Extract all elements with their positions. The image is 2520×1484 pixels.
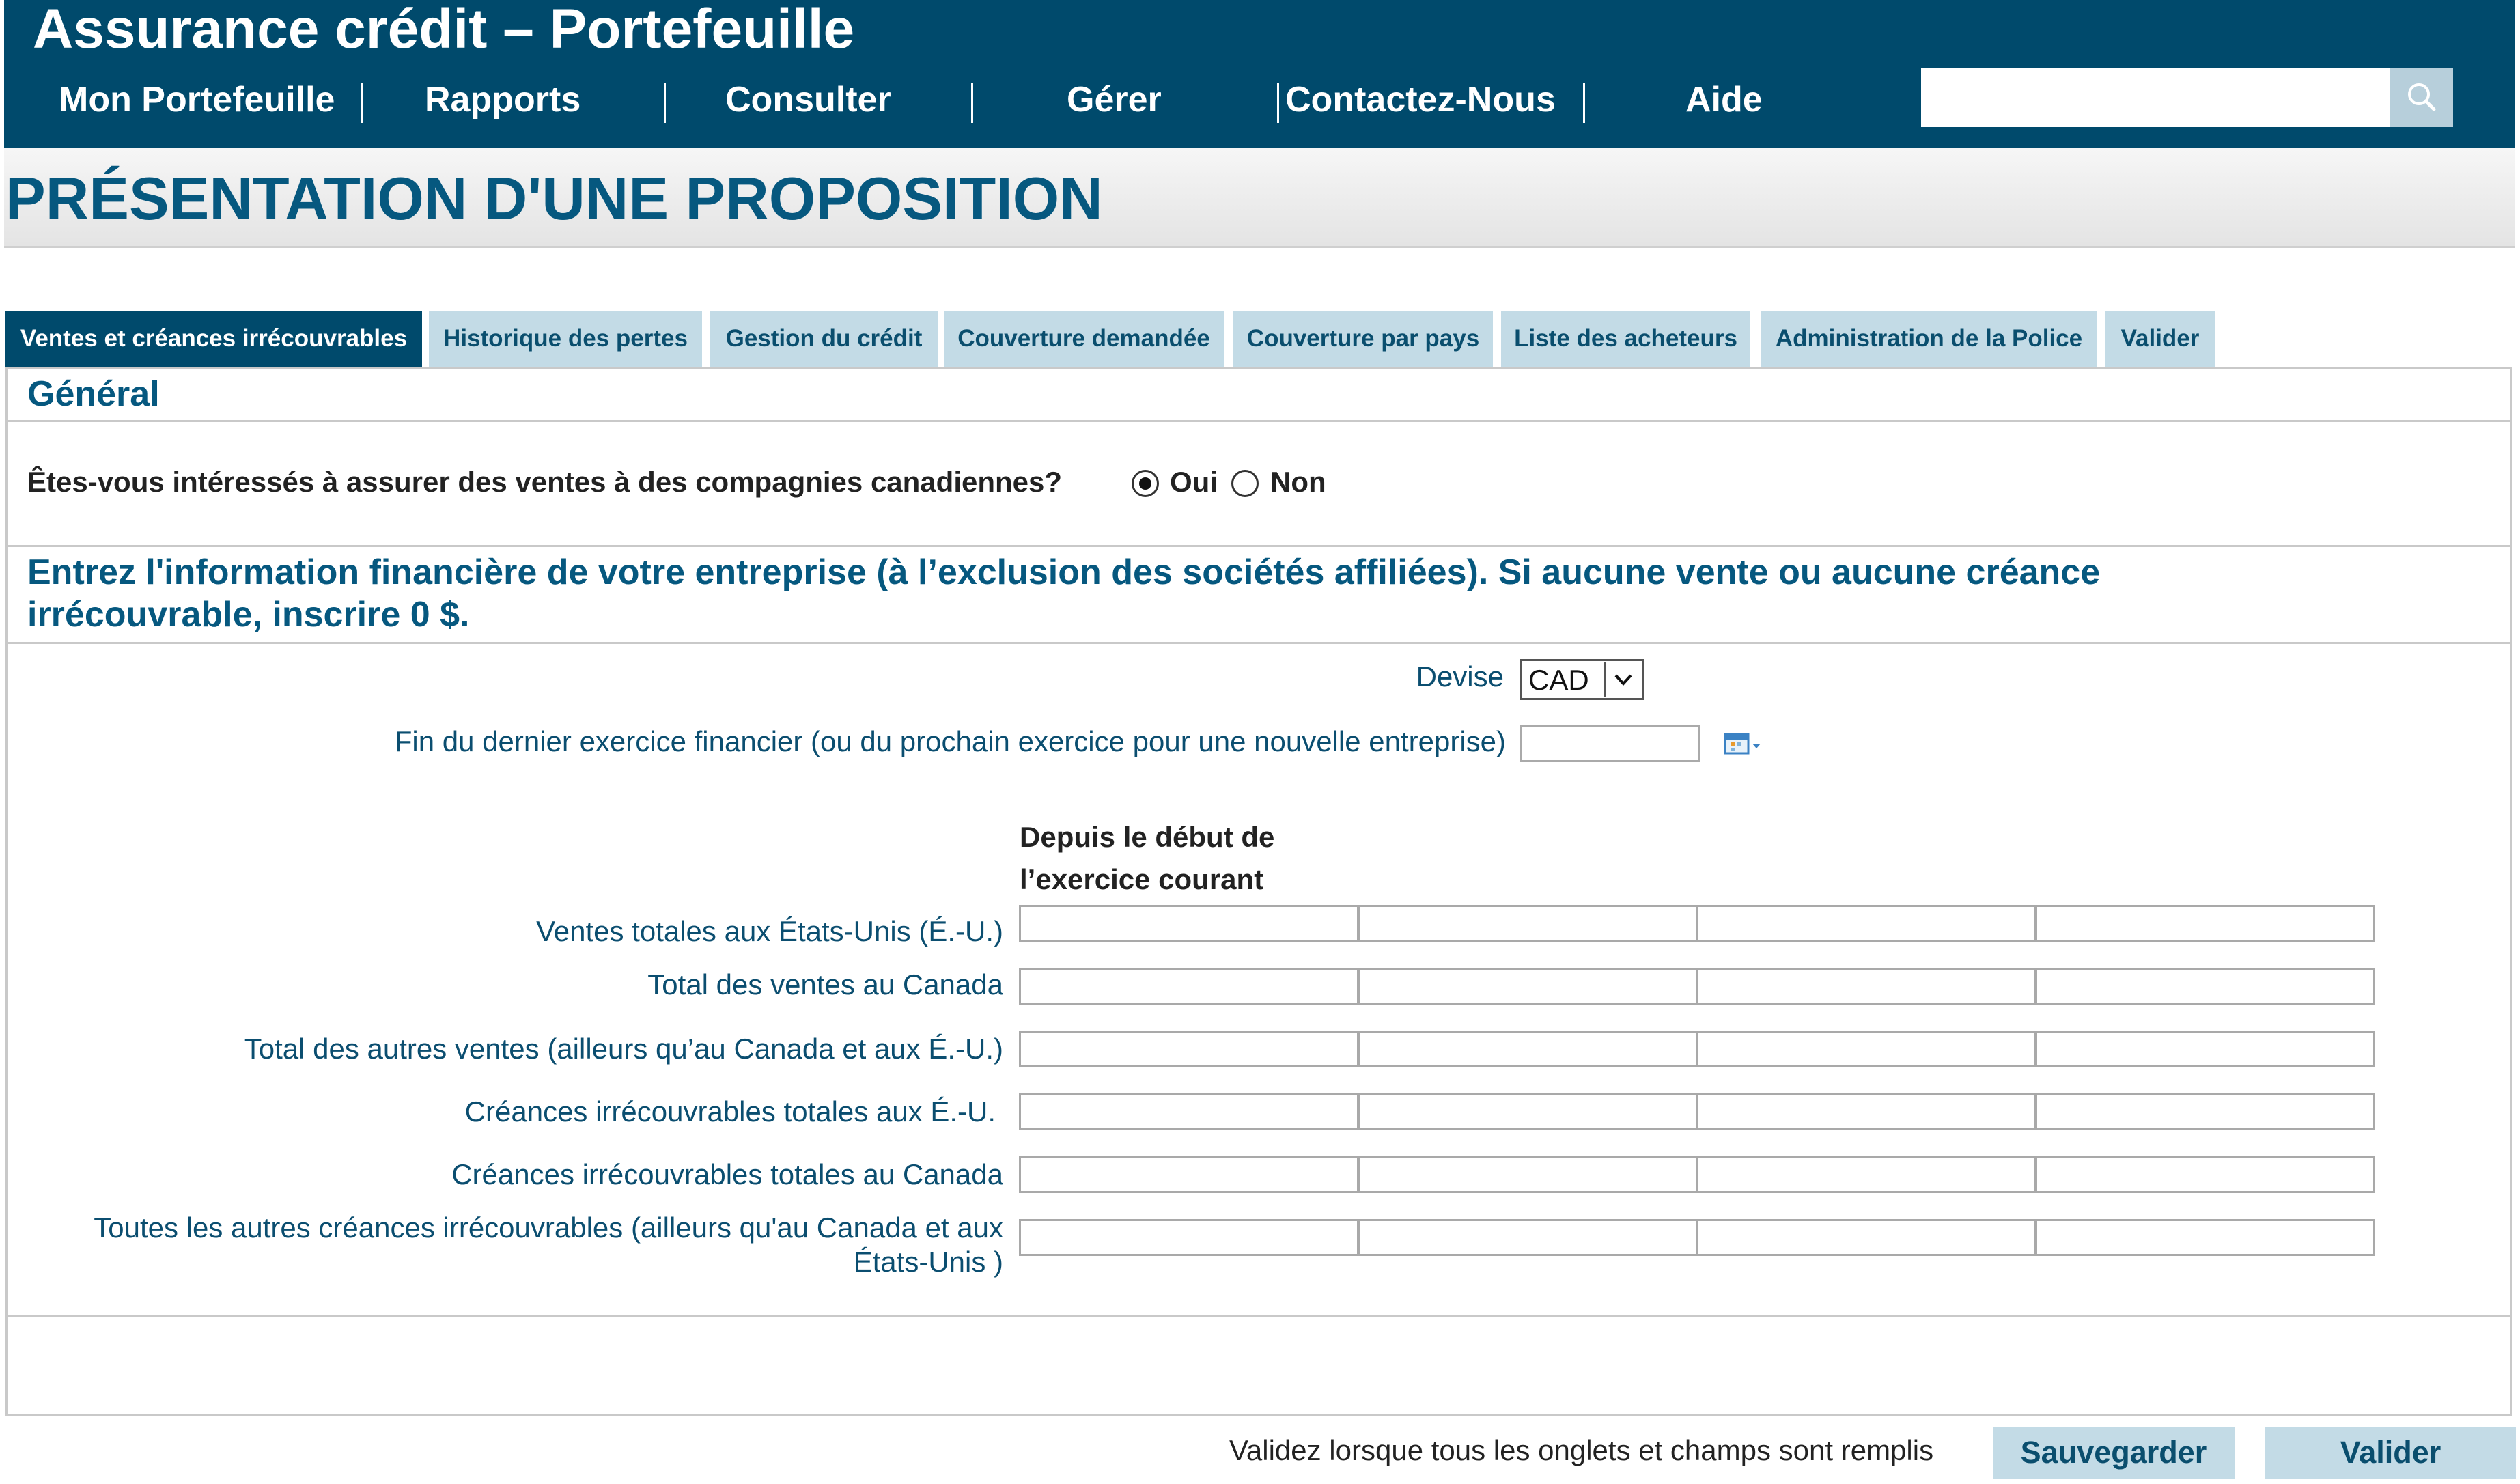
- amount-input[interactable]: [1019, 1093, 1359, 1130]
- row-label-other-bad-debts-line1: Toutes les autres créances irrécouvrables (ailleurs qu'au Canada et aux: [94, 1212, 1003, 1244]
- amount-input[interactable]: [1019, 1219, 1359, 1256]
- search-button[interactable]: [2390, 68, 2453, 127]
- amount-input[interactable]: [1019, 1031, 1359, 1067]
- divider: [5, 1315, 2512, 1317]
- calendar-icon[interactable]: [1724, 731, 1762, 757]
- nav-gerer[interactable]: Gérer: [1067, 80, 1162, 120]
- divider: [5, 545, 2512, 547]
- chevron-down-icon: [1604, 662, 1640, 697]
- row-label-us-bad-debts: Créances irrécouvrables totales aux É.-U.: [464, 1095, 996, 1128]
- validate-button[interactable]: Valider: [2265, 1427, 2516, 1479]
- column-header-line2: l’exercice courant: [1020, 863, 1264, 895]
- amount-input[interactable]: [2035, 1219, 2375, 1256]
- amount-input[interactable]: [1358, 1219, 1698, 1256]
- amount-input[interactable]: [1696, 1031, 2036, 1067]
- fiscal-year-end-label: Fin du dernier exercice financier (ou du prochain exercice pour une nouvelle entreprise): [394, 725, 1506, 757]
- general-heading: Général: [27, 374, 160, 414]
- amount-input[interactable]: [1019, 905, 1359, 942]
- nav-mon-portefeuille[interactable]: Mon Portefeuille: [59, 80, 335, 120]
- financial-heading-line2: irrécouvrable, inscrire 0 $.: [27, 595, 470, 634]
- nav-separator: [971, 83, 973, 123]
- column-header-ytd: [1020, 816, 1274, 901]
- amount-input[interactable]: [2035, 1156, 2375, 1193]
- save-button[interactable]: Sauvegarder: [1993, 1427, 2235, 1479]
- divider: [5, 420, 2512, 422]
- amount-input[interactable]: [1358, 905, 1698, 942]
- nav-separator: [1583, 83, 1585, 123]
- search-input[interactable]: [1921, 68, 2392, 127]
- amount-input[interactable]: [1358, 1156, 1698, 1193]
- amount-input[interactable]: [2035, 1031, 2375, 1067]
- nav-rapports[interactable]: Rapports: [425, 80, 581, 120]
- amount-input[interactable]: [2035, 1093, 2375, 1130]
- amount-input[interactable]: [1358, 1031, 1698, 1067]
- fiscal-year-end-input[interactable]: [1520, 725, 1700, 762]
- amount-input[interactable]: [1696, 968, 2036, 1005]
- nav-contactez-nous[interactable]: Contactez-Nous: [1285, 80, 1556, 120]
- radio-non-label: Non: [1270, 466, 1326, 498]
- nav-aide[interactable]: Aide: [1685, 80, 1763, 120]
- row-label-other-sales: Total des autres ventes (ailleurs qu’au Canada et aux É.-U.): [244, 1033, 1003, 1065]
- column-header-line1: Depuis le début de: [1020, 821, 1275, 853]
- amount-input[interactable]: [1019, 1156, 1359, 1193]
- row-label-us-sales: Ventes totales aux États-Unis (É.-U.): [536, 915, 1003, 947]
- currency-value: CAD: [1528, 664, 1589, 696]
- amount-input[interactable]: [2035, 905, 2375, 942]
- amount-input[interactable]: [2035, 968, 2375, 1005]
- tab-gestion-credit[interactable]: Gestion du crédit: [710, 311, 938, 367]
- nav-separator: [361, 83, 363, 123]
- tab-administration-police[interactable]: Administration de la Police: [1761, 311, 2097, 367]
- nav-consulter[interactable]: Consulter: [725, 80, 891, 120]
- app-title: Assurance crédit – Portefeuille: [33, 0, 855, 60]
- tab-ventes-creances[interactable]: Ventes et créances irrécouvrables: [5, 311, 422, 367]
- amount-input[interactable]: [1358, 1093, 1698, 1130]
- radio-non[interactable]: [1231, 470, 1259, 497]
- amount-input[interactable]: [1358, 968, 1698, 1005]
- amount-input[interactable]: [1696, 1219, 2036, 1256]
- tab-historique-pertes[interactable]: Historique des pertes: [429, 311, 702, 367]
- divider: [5, 642, 2512, 644]
- tab-valider[interactable]: Valider: [2105, 311, 2215, 367]
- amount-input[interactable]: [1019, 968, 1359, 1005]
- tab-couverture-demandee[interactable]: Couverture demandée: [944, 311, 1224, 367]
- canadian-sales-question: Êtes-vous intéressés à assurer des ventes à des compagnies canadiennes?: [27, 466, 1063, 498]
- currency-select[interactable]: [1520, 659, 1644, 700]
- page-title: PRÉSENTATION D'UNE PROPOSITION: [5, 165, 1103, 232]
- amount-input[interactable]: [1696, 905, 2036, 942]
- search-icon: [2390, 68, 2453, 127]
- footer-note: Validez lorsque tous les onglets et champs sont remplis: [1229, 1434, 1934, 1466]
- row-label-other-bad-debts-line2: États-Unis ): [853, 1246, 1003, 1278]
- nav-separator: [1277, 83, 1279, 123]
- financial-heading-line1: Entrez l'information financière de votre entreprise (à l’exclusion des sociétés affiliées). Si aucune vente ou aucune créance: [27, 552, 2101, 592]
- tab-liste-acheteurs[interactable]: Liste des acheteurs: [1501, 311, 1750, 367]
- row-label-canada-sales: Total des ventes au Canada: [647, 968, 1003, 1000]
- radio-oui-label: Oui: [1170, 466, 1218, 498]
- row-label-canada-bad-debts: Créances irrécouvrables totales au Canada: [451, 1158, 1003, 1190]
- nav-separator: [664, 83, 666, 123]
- currency-label: Devise: [1416, 660, 1504, 692]
- radio-oui[interactable]: [1132, 470, 1159, 497]
- amount-input[interactable]: [1696, 1156, 2036, 1193]
- tab-couverture-pays[interactable]: Couverture par pays: [1233, 311, 1493, 367]
- amount-input[interactable]: [1696, 1093, 2036, 1130]
